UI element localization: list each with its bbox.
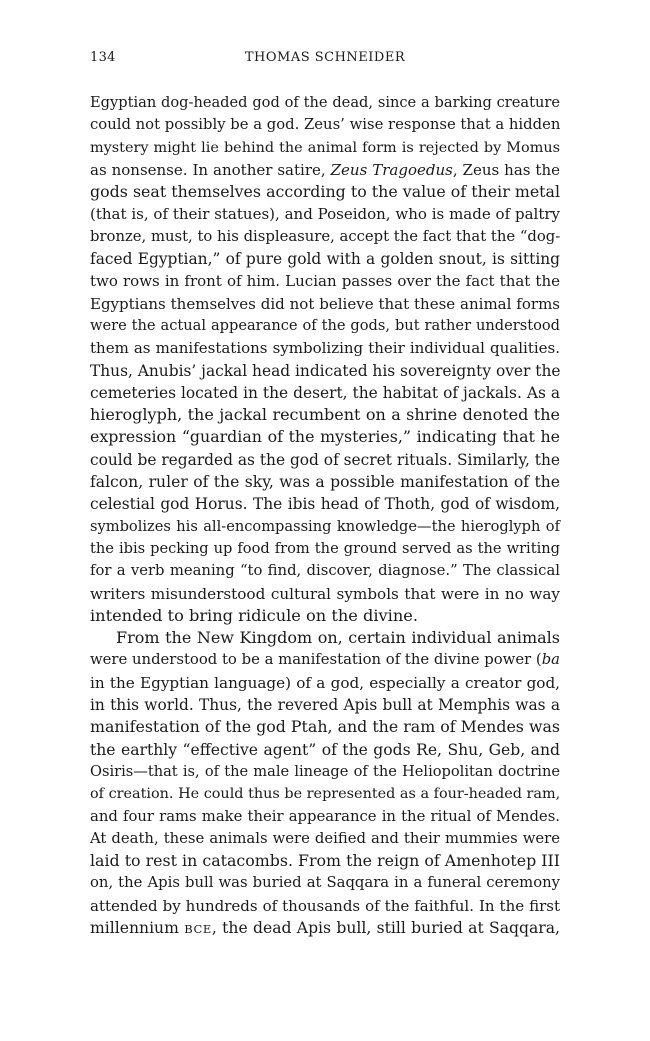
line-text: Egyptians themselves did not believe that these animal forms [90, 294, 560, 313]
text-line [90, 872, 560, 894]
text-line [90, 716, 560, 738]
text-line [90, 739, 560, 761]
text-line [90, 917, 560, 939]
line-text: From the New Kingdom on, certain individual animals [116, 628, 560, 648]
line-text: bronze, must, to his displeasure, accept the fact that the “dog- [90, 227, 561, 245]
text-line [90, 248, 560, 270]
line-text: intended to bring ridicule on the divine. [90, 605, 419, 625]
line-text: falcon, ruler of the sky, was a possible manifestation of the [90, 473, 560, 492]
small-caps-text: BCE [184, 921, 212, 936]
text-line [90, 360, 560, 382]
text-line [90, 137, 560, 159]
line-text: Thus, Anubis’ jackal head indicated his sovereignty over the [90, 361, 561, 380]
running-head [90, 50, 560, 68]
text-line [90, 895, 560, 917]
line-text: as nonsense. In another satire, [90, 160, 331, 179]
line-text: hieroglyph, the jackal recumbent on a shrine denoted the [90, 405, 560, 425]
page-number: 134 [90, 50, 116, 65]
line-text: mystery might lie behind the animal form is rejected by Momus [90, 139, 560, 156]
text-line [90, 694, 560, 716]
line-text: (that is, of their statues), and Poseidon, who is made of paltry [90, 205, 560, 224]
line-text: , the dead Apis bull, still buried at Saqqara, [211, 918, 560, 937]
line-text: manifestation of the god Ptah, and the ram of Mendes was [90, 717, 560, 737]
italic-text: Zeus Tragoedus [330, 160, 453, 179]
body-text [90, 92, 560, 939]
text-line [90, 471, 560, 493]
line-text: in this world. Thus, the revered Apis bull at Memphis was a [90, 696, 560, 715]
text-line [90, 583, 560, 605]
line-text: Osiris—that is, of the male lineage of the Heliopolitan doctrine [90, 762, 560, 780]
line-text: cemeteries located in the desert, the habitat of jackals. As a [90, 383, 560, 402]
line-text: of creation. He could thus be represented as a four-headed ram, [90, 786, 561, 803]
text-line [90, 449, 560, 471]
text-line [90, 672, 560, 694]
text-line [90, 404, 560, 426]
text-line [90, 850, 560, 872]
text-line [90, 516, 560, 538]
line-text: attended by hundreds of thousands of the faithful. In the first [90, 896, 560, 915]
italic-text: ba [541, 651, 560, 669]
text-line [90, 203, 560, 225]
line-text: were understood to be a manifestation of the divine power ( [90, 651, 542, 669]
text-line [90, 560, 560, 582]
text-line [90, 426, 560, 448]
text-line [90, 159, 560, 181]
text-line [90, 315, 560, 337]
line-text: gods seat themselves according to the value of their metal [90, 182, 560, 202]
line-text: the earthly “effective agent” of the gods Re, Shu, Geb, and [90, 740, 560, 759]
line-text: faced Egyptian,” of pure gold with a golden snout, is sitting [90, 250, 560, 269]
line-text: the ibis pecking up food from the ground served as the writing [90, 539, 560, 557]
text-line [90, 226, 560, 248]
line-text: laid to rest in catacombs. From the reign of Amenhotep III [90, 851, 560, 871]
text-line [90, 92, 560, 114]
line-text: and four rams make their appearance in the ritual of Mendes. [90, 807, 560, 825]
text-line [90, 761, 560, 783]
text-line [90, 538, 560, 560]
line-text: them as manifestations symbolizing their individual qualities. [90, 339, 560, 358]
text-line [90, 293, 560, 315]
line-text: for a verb meaning “to find, discover, diagnose.” The classical [90, 562, 560, 580]
line-text: , Zeus has the [452, 160, 560, 179]
text-line [90, 181, 560, 203]
line-text: were the actual appearance of the gods, but rather understood [90, 316, 560, 334]
line-text: on, the Apis bull was buried at Saqqara in a funeral ceremony [90, 874, 560, 892]
text-line [90, 828, 560, 850]
text-line [90, 270, 560, 292]
line-text: writers misunderstood cultural symbols that were in no way [90, 584, 560, 603]
text-line [90, 382, 560, 404]
text-line [90, 649, 560, 671]
line-text: expression “guardian of the mysteries,” indicating that he [90, 427, 560, 447]
text-line [90, 783, 560, 805]
text-line [90, 605, 560, 627]
line-text: millennium [90, 918, 185, 937]
line-text: could not possibly be a god. Zeus’ wise response that a hidden [90, 116, 561, 134]
line-text: symbolizes his all-encompassing knowledge—the hieroglyph of [90, 517, 560, 535]
line-text: Egyptian dog-headed god of the dead, since a barking creature [90, 94, 560, 111]
text-line [90, 627, 560, 649]
line-text: celestial god Horus. The ibis head of Thoth, god of wisdom, [90, 495, 560, 514]
text-line [90, 493, 560, 515]
text-line [90, 114, 560, 136]
running-title: THOMAS SCHNEIDER [244, 50, 406, 65]
line-text: could be regarded as the god of secret rituals. Similarly, the [90, 450, 560, 469]
text-line [90, 806, 560, 828]
line-text: two rows in front of him. Lucian passes over the fact that the [90, 272, 560, 291]
text-line [90, 337, 560, 359]
line-text: At death, these animals were deified and their mummies were [90, 829, 560, 847]
line-text: in the Egyptian language) of a god, especially a creator god, [90, 673, 560, 692]
